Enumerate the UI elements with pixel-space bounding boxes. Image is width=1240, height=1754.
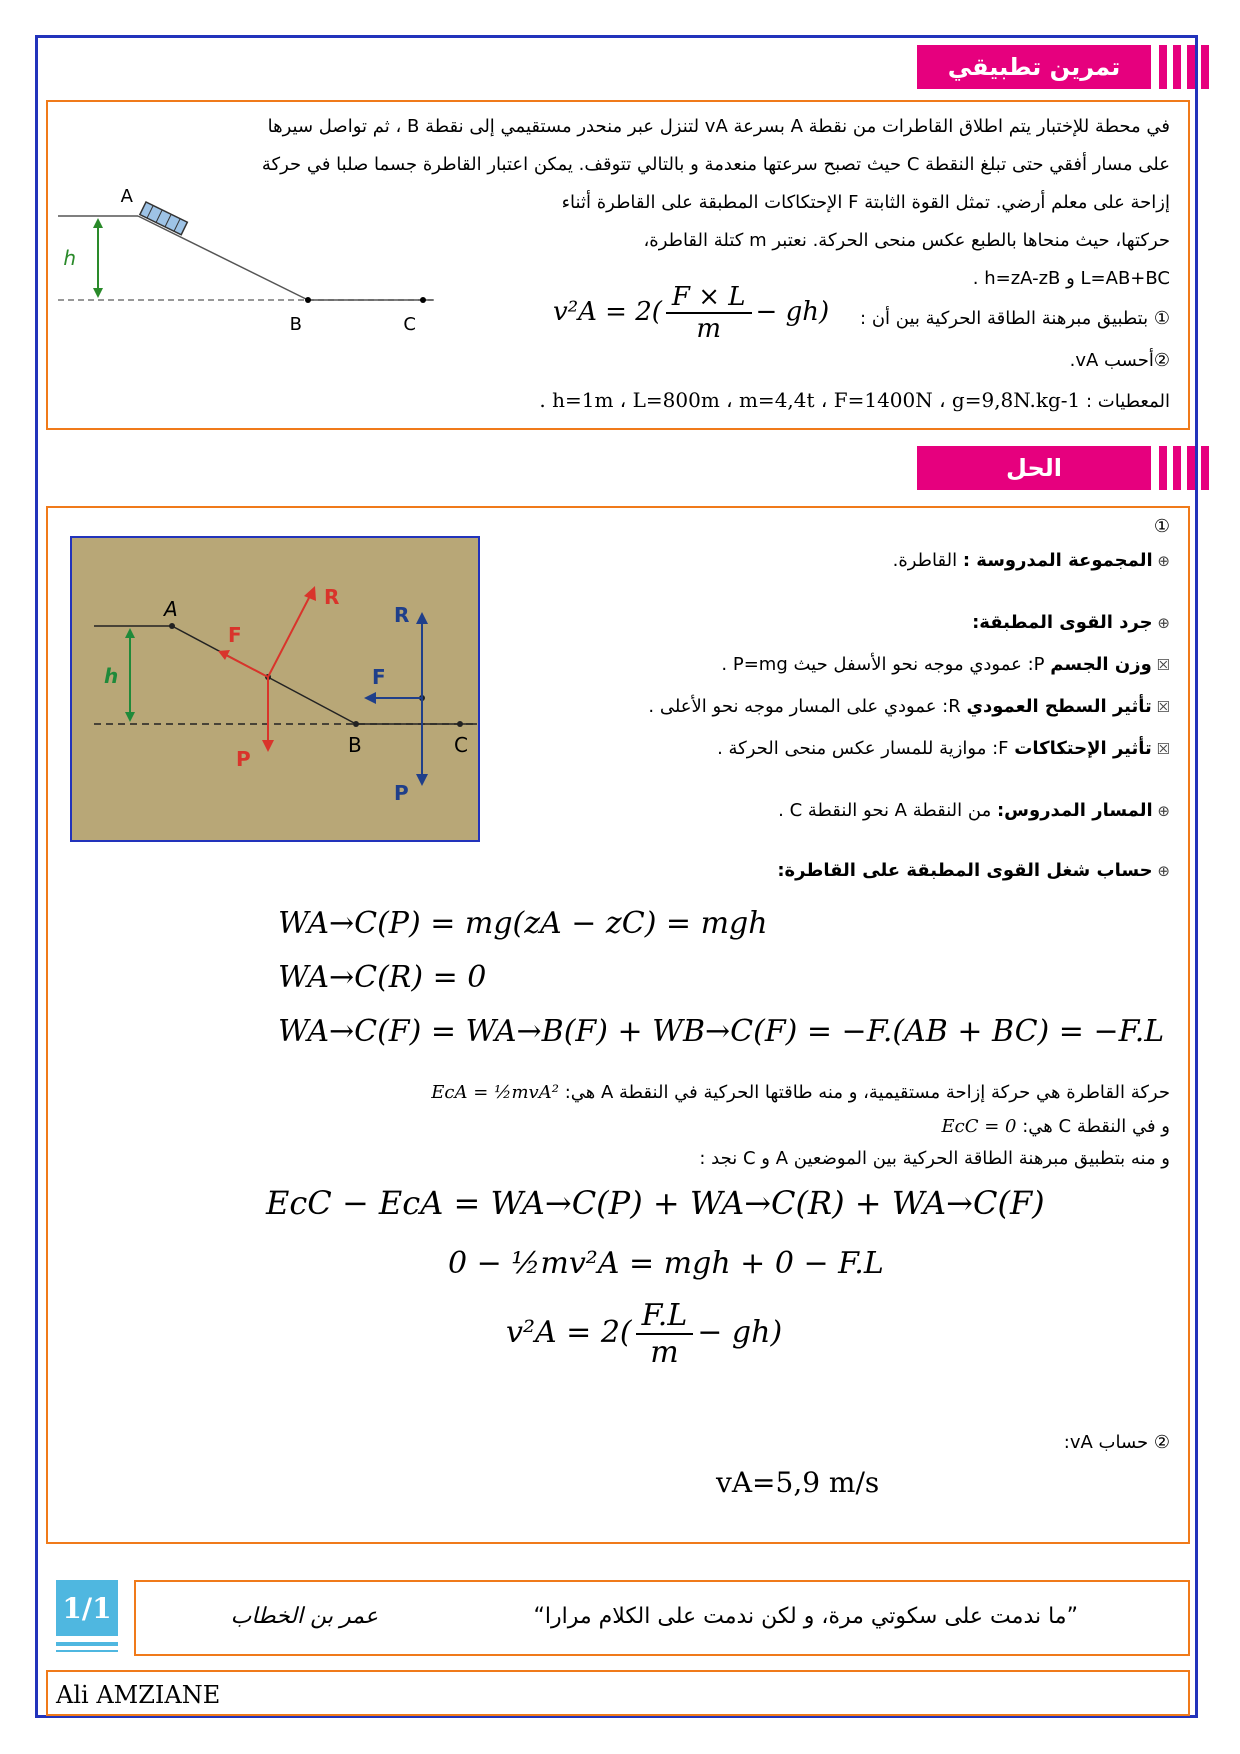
friction-force-arrow [224,654,268,677]
question-1: ① بتطبيق مبرهنة الطاقة الحركية بين أن : [860,308,1170,329]
path-text: من النقطة A نحو النقطة C . [778,800,992,821]
system-label: المجموعة المدروسة : [962,550,1153,571]
normal-item: ☒ تأثير السطح العمودي R: عمودي على المسار موجه نحو الأعلى . [648,696,1170,717]
eca-text: حركة القاطرة هي حركة إزاحة مستقيمية، و منه طاقتها الحركية في النقطة A هي: [564,1082,1170,1103]
fig2-r2-label: R [394,603,410,627]
eca-line [431,1082,1170,1103]
path-item: ⊕ المسار المدروس: من النقطة A نحو النقطة C . [778,800,1170,821]
energy-theorem-eq: EcC − EcA = WA→C(P) + WA→C(R) + WA→C(F) [266,1184,1045,1222]
givens-values: h=1m ، L=800m ، m=4,4t ، F=1400N ، g=9,8N.kg-1 . [539,388,1081,412]
fig2-f-label: F [228,623,242,647]
work-label: حساب شغل القوى المطبقة على القاطرة: [777,860,1153,881]
ecc-formula: EcC = 0 [941,1116,1017,1137]
normal-force-arrow [268,592,312,677]
work-normal-eq: WA→C(R) = 0 [278,960,487,995]
forces-figure [70,536,480,842]
weight-item: ☒ وزن الجسم P: عمودي موجه نحو الأسفل حيث P=mg . [721,654,1170,675]
normal-label: تأثير السطح العمودي [966,696,1152,717]
forces-label: جرد القوى المطبقة: [972,612,1153,633]
signature-box [46,1670,1190,1716]
work-friction-eq: WA→C(F) = WA→B(F) + WB→C(F) = −F.(AB + BC) = −F.L [278,1014,1165,1049]
theorem-line: و منه بتطبيق مبرهنة الطاقة الحركية بين الموضعين A و C نجد : [699,1148,1170,1169]
exercise-box [46,100,1190,430]
velocity-formula-eq [506,1298,782,1370]
slope-line [138,216,308,300]
solution-box [46,506,1190,1544]
e3-lhs: v²A = 2( [506,1315,632,1350]
eca-formula: EcA = ½mvA² [431,1082,559,1103]
friction-item: ☒ تأثير الإحتكاكات F: موازية للمسار عكس منحى الحركة . [717,738,1170,759]
fig2-p2-label: P [394,781,409,805]
exercise-line-5: L=AB+BC و h=zA-zB . [972,268,1170,289]
formula-lhs: v²A = 2( [553,297,662,327]
velocity-result: vA=5,9 m/s [716,1466,880,1499]
ecc-text: و في النقطة C هي: [1022,1116,1170,1137]
system-value: القاطرة. [892,550,958,571]
h-label: h [63,246,76,270]
quote-text: ”ما ندمت على سكوتي مرة، و لكن ندمت على الكلام مرارا“ [533,1604,1078,1629]
exercise-line-3: إزاحة على معلم أرضي. تمثل القوة الثابتة F الإحتكاكات المطبقة على القاطرة أثناء [561,192,1170,213]
exercise-header [917,45,1209,89]
exercise-formula [553,282,829,344]
fig2-r-label: R [324,585,340,609]
weight-text: P: عمودي موجه نحو الأسفل حيث P=mg . [721,654,1045,675]
exercise-line-2: على مسار أفقي حتى تبلغ النقطة C حيث تصبح سرعتها منعدمة و بالتالي تتوقف. يمكن اعتبار القاطرة جسما صلبا في حركة [261,154,1170,175]
friction-label: تأثير الإحتكاكات [1014,738,1152,759]
page-number-badge: 1/1 [56,1580,118,1636]
question-2: ②أحسب vA. [1069,350,1170,371]
normal-text: R: عمودي على المسار موجه نحو الأعلى . [648,696,961,717]
solution-header [917,446,1209,490]
weight-label: وزن الجسم [1050,654,1152,675]
energy-substituted-eq: 0 − ½mv²A = mgh + 0 − F.L [448,1246,884,1281]
work-item: ⊕ حساب شغل القوى المطبقة على القاطرة: [777,860,1170,881]
exercise-line-1: في محطة للإختبار يتم اطلاق القاطرات من نقطة A بسرعة vA لتنزل عبر منحدر مستقيمي إلى نقطة B ، ثم تواصل سيرها [267,116,1170,137]
forces-item: ⊕ جرد القوى المطبقة: [972,612,1170,633]
path-label: المسار المدروس: [996,800,1153,821]
quote-author: عمر بن الخطاب [230,1604,378,1629]
solution-num-2: ② حساب vA: [1063,1432,1170,1453]
formula-rhs: − gh) [755,297,830,327]
givens-label: المعطيات : [1086,391,1170,412]
fig2-p-label: P [236,747,251,771]
system-item: ⊕ المجموعة المدروسة : القاطرة. [892,550,1170,571]
ecc-line [942,1116,1170,1137]
point-a-label: A [120,186,133,207]
exercise-header-label: تمرين تطبيقي [917,45,1151,89]
formula-den: m [696,314,722,344]
fig2-a-label: A [164,597,178,621]
formula-num: F × L [666,282,752,314]
fig2-h-label: h [104,664,119,688]
givens [539,388,1170,412]
friction-text: F: موازية للمسار عكس منحى الحركة . [717,738,1009,759]
e3-num: F.L [636,1298,694,1335]
point-c-label: C [403,314,416,335]
solution-num-1: ① [1153,516,1170,537]
e3-den: m [650,1335,679,1370]
exercise-line-4: حركتها، حيث منحاها بالطبع عكس منحى الحركة. نعتبر m كتلة القاطرة، [643,230,1170,251]
work-weight-eq: WA→C(P) = mg(zA − zC) = mgh [278,906,768,941]
header-bars [1159,45,1209,89]
quote-box [134,1580,1190,1656]
fig2-f2-label: F [372,665,386,689]
point-b-label: B [289,314,302,335]
author-signature: Ali AMZIANE [56,1681,221,1709]
solution-header-label: الحل [917,446,1151,490]
train-car-icon [140,202,187,235]
fig2-b-label: B [348,733,362,757]
fig2-c-label: C [454,733,468,757]
slope-figure [58,180,488,400]
e3-rhs: − gh) [697,1315,783,1350]
